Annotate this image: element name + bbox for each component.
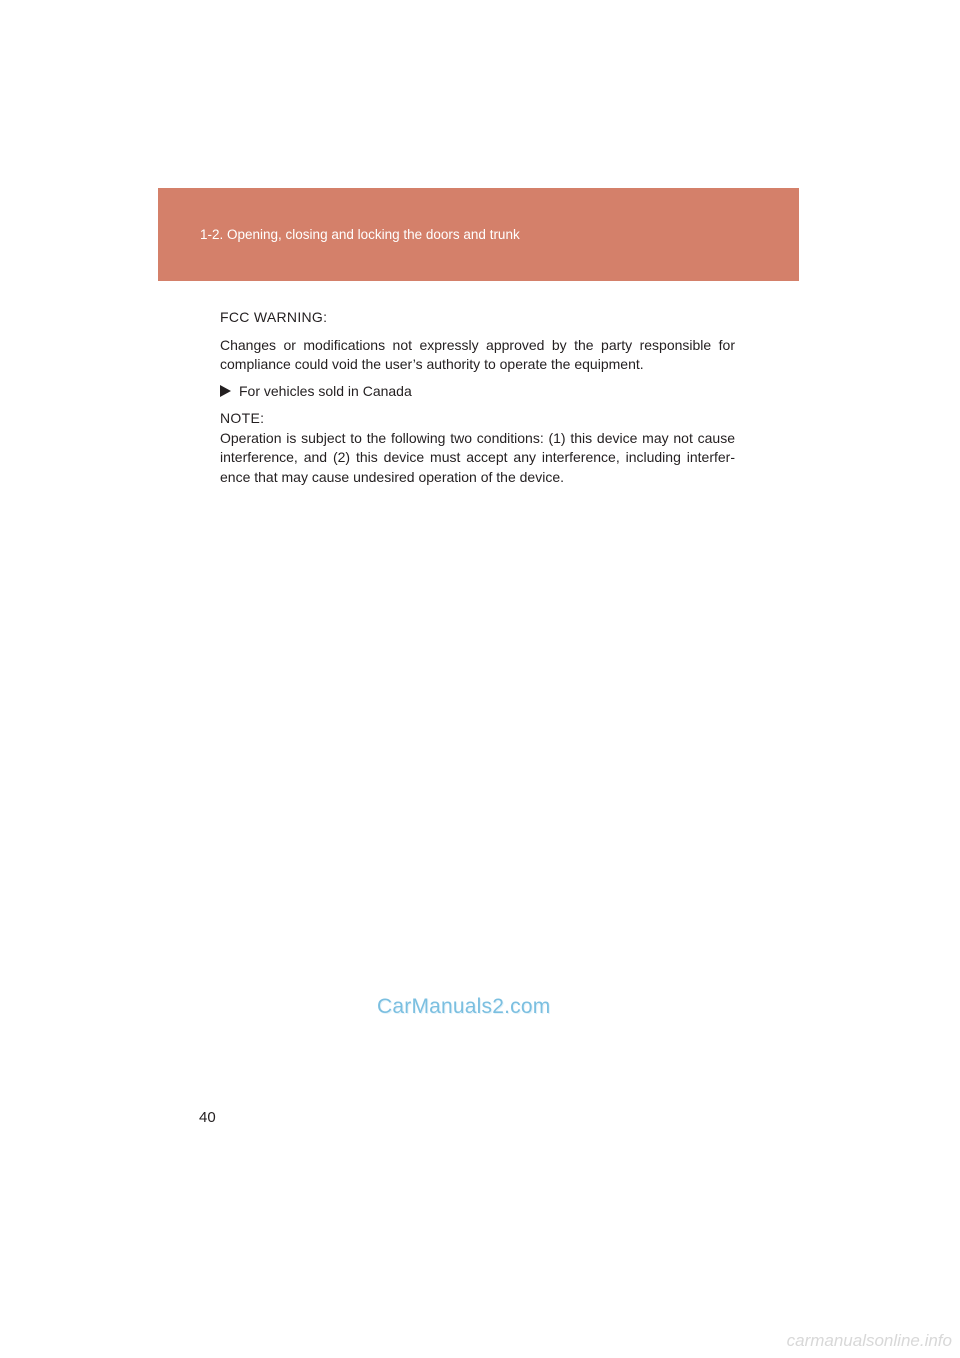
fcc-warning-title: FCC WARNING: [220, 309, 328, 325]
triangle-right-icon [220, 385, 231, 397]
note-title: NOTE: [220, 410, 265, 426]
note-text: Operation is subject to the following two conditions: (1) this device may not cause interference, and (2) this device must accept any interference, including interfer-ence that may cause undesired operation of the device. [220, 429, 735, 485]
page-number: 40 [199, 1109, 216, 1126]
canada-bullet [220, 382, 735, 402]
section-header-band [158, 188, 799, 281]
canada-bullet-label: For vehicles sold in Canada [239, 382, 412, 399]
fcc-warning-text: Changes or modifications not expressly approved by the party responsible for compliance could void the user’s authority to operate the equipment. [220, 336, 735, 372]
page-content [220, 308, 735, 487]
carmanuals2-watermark: CarManuals2.com [377, 995, 551, 1018]
section-title: 1-2. Opening, closing and locking the doors and trunk [200, 227, 520, 242]
footer-watermark: carmanualsonline.info [786, 1331, 952, 1350]
